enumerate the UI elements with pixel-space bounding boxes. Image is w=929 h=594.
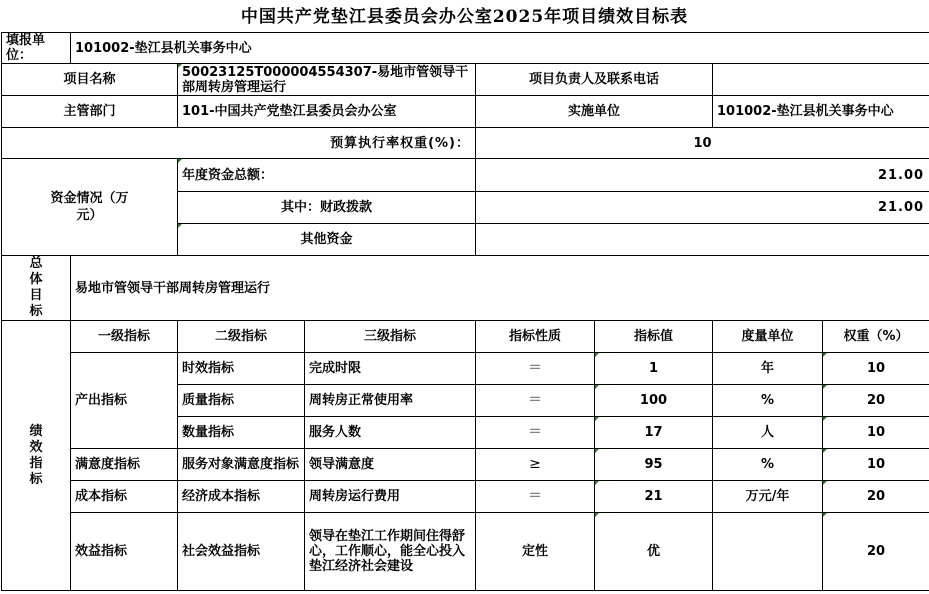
value-cell: 95 xyxy=(595,449,713,481)
unit-row xyxy=(2,33,929,64)
funds-other-value xyxy=(476,224,929,256)
nature-cell: ＝ xyxy=(476,481,595,513)
nature-cell: ＝ xyxy=(476,385,595,417)
funds-total-label: 年度资金总额： xyxy=(178,159,476,192)
level3-cell: 周转房正常使用率 xyxy=(305,385,476,417)
funds-fiscal-label: 其中：财政拨款 xyxy=(178,192,476,224)
indicator-label xyxy=(2,321,71,591)
value-cell: 优 xyxy=(595,513,713,591)
unit-cell: % xyxy=(713,385,823,417)
funds-total-value: 21.00 xyxy=(476,159,929,192)
header-nature: 指标性质 xyxy=(476,321,595,353)
level2-cell: 数量指标 xyxy=(178,417,305,449)
level2-cell: 质量指标 xyxy=(178,385,305,417)
indicator-header-row xyxy=(2,321,929,353)
unit-cell xyxy=(713,513,823,591)
weight-cell: 20 xyxy=(823,385,929,417)
budget-rate-label: 预算执行率权重(%)： xyxy=(2,128,476,159)
project-contact-value xyxy=(713,64,929,96)
level3-cell: 周转房运行费用 xyxy=(305,481,476,513)
table-row xyxy=(2,353,929,385)
unit-value: 101002-垫江县机关事务中心 xyxy=(71,33,929,64)
nature-cell: ＝ xyxy=(476,417,595,449)
unit-label: 填报单位： xyxy=(2,33,71,64)
table-row xyxy=(2,481,929,513)
level2-cell: 社会效益指标 xyxy=(178,513,305,591)
weight-cell: 20 xyxy=(823,513,929,591)
funds-label-text: 资金情况（万元） xyxy=(50,191,129,223)
header-level3: 三级指标 xyxy=(305,321,476,353)
funds-fiscal-value: 21.00 xyxy=(476,192,929,224)
value-cell: 1 xyxy=(595,353,713,385)
level1-cost: 成本指标 xyxy=(71,481,178,513)
impl-unit-label: 实施单位 xyxy=(476,96,713,128)
unit-cell: 万元/年 xyxy=(713,481,823,513)
level2-cell: 服务对象满意度指标 xyxy=(178,449,305,481)
weight-cell: 20 xyxy=(823,481,929,513)
performance-table xyxy=(1,32,929,591)
goal-label-text: 总体目标 xyxy=(29,256,43,319)
indicator-label-text: 绩效指标 xyxy=(29,423,43,487)
unit-cell: 年 xyxy=(713,353,823,385)
weight-cell: 10 xyxy=(823,449,929,481)
unit-cell: % xyxy=(713,449,823,481)
dept-value: 101-中国共产党垫江县委员会办公室 xyxy=(178,96,476,128)
goal-label xyxy=(2,256,71,321)
table-row xyxy=(2,513,929,591)
funds-other-label: 其他资金 xyxy=(178,224,476,256)
level3-cell: 服务人数 xyxy=(305,417,476,449)
goal-value: 易地市管领导干部周转房管理运行 xyxy=(71,256,929,321)
header-weight: 权重（%） xyxy=(823,321,929,353)
weight-cell: 10 xyxy=(823,353,929,385)
header-level2: 二级指标 xyxy=(178,321,305,353)
value-cell: 100 xyxy=(595,385,713,417)
project-name-value: 50023125T000004554307-易地市管领导干部周转房管理运行 xyxy=(178,64,476,96)
header-level1: 一级指标 xyxy=(71,321,178,353)
level2-cell: 经济成本指标 xyxy=(178,481,305,513)
header-unit: 度量单位 xyxy=(713,321,823,353)
level1-benefit: 效益指标 xyxy=(71,513,178,591)
project-contact-label: 项目负责人及联系电话 xyxy=(476,64,713,96)
dept-label: 主管部门 xyxy=(2,96,178,128)
value-cell: 21 xyxy=(595,481,713,513)
budget-rate-value: 10 xyxy=(476,128,929,159)
table-row xyxy=(2,449,929,481)
level1-satisfaction: 满意度指标 xyxy=(71,449,178,481)
funds-total-row xyxy=(2,159,929,192)
project-row xyxy=(2,64,929,96)
unit-cell: 人 xyxy=(713,417,823,449)
weight-cell: 10 xyxy=(823,417,929,449)
funds-label xyxy=(2,159,178,256)
dept-row xyxy=(2,96,929,128)
level3-cell: 领导在垫江工作期间住得舒心，工作顺心，能全心投入垫江经济社会建设 xyxy=(305,513,476,591)
value-cell: 17 xyxy=(595,417,713,449)
impl-unit-value: 101002-垫江县机关事务中心 xyxy=(713,96,929,128)
nature-cell: 定性 xyxy=(476,513,595,591)
level2-cell: 时效指标 xyxy=(178,353,305,385)
level1-output: 产出指标 xyxy=(71,353,178,449)
level3-cell: 完成时限 xyxy=(305,353,476,385)
goal-row xyxy=(2,256,929,321)
level3-cell: 领导满意度 xyxy=(305,449,476,481)
budget-rate-row xyxy=(2,128,929,159)
page-title: 中国共产党垫江县委员会办公室2025年项目绩效目标表 xyxy=(240,7,689,27)
nature-cell: ＝ xyxy=(476,353,595,385)
project-name-label: 项目名称 xyxy=(2,64,178,96)
header-value: 指标值 xyxy=(595,321,713,353)
nature-cell: ≥ xyxy=(476,449,595,481)
